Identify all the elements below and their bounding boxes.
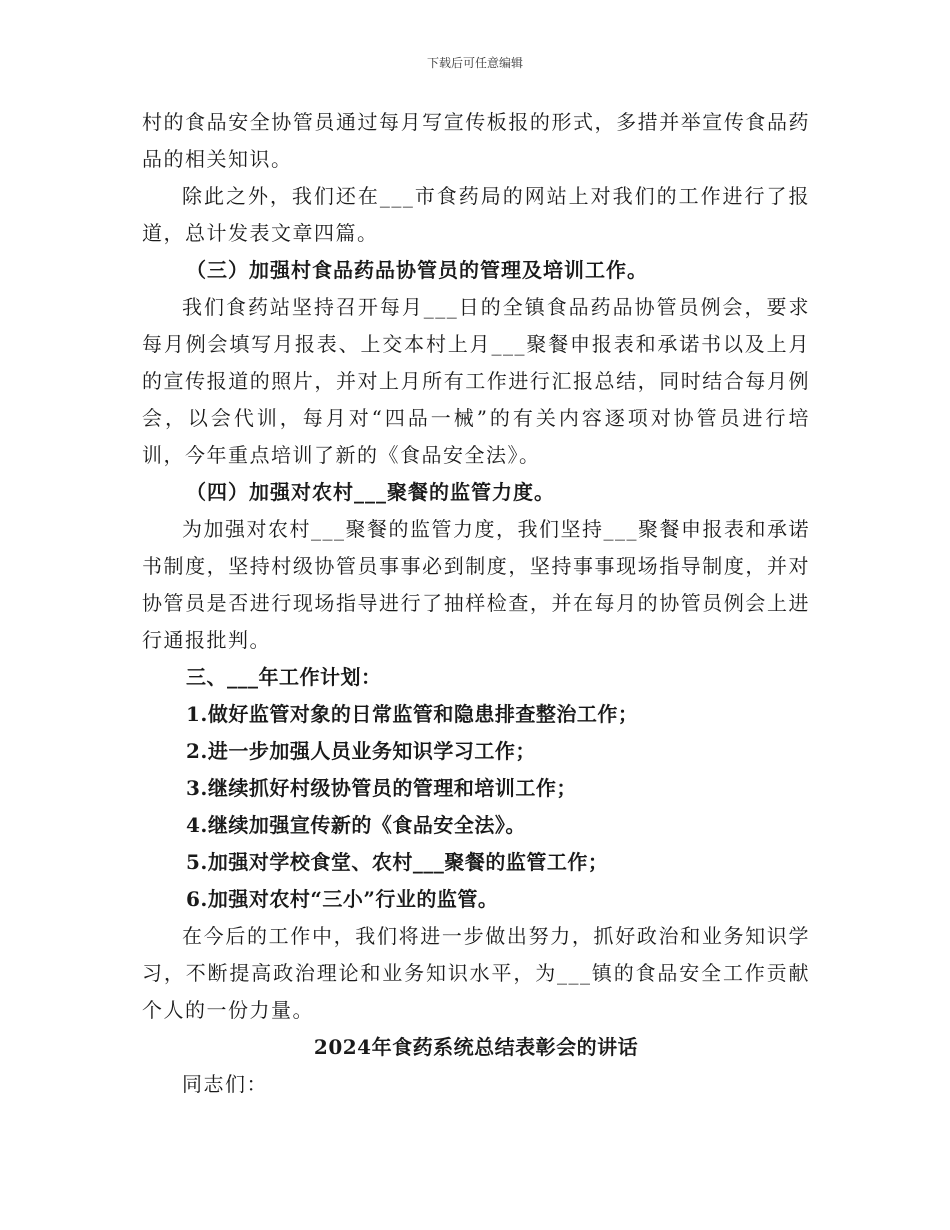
document-title: 2024年食药系统总结表彰会的讲话 (313, 1035, 639, 1059)
plan-heading: 三、___年工作计划： (186, 665, 382, 689)
plan-item: 6.加强对农村“三小”行业的监管。 (186, 887, 499, 911)
paragraph: 我们食药站坚持召开每月___日的全镇食品药品协管员例会，要求每月例会填写月报表、上交本村上月___聚餐申报表和承诺书以及上月的宣传报道的照片，并对上月所有工作进行汇报总结，同时结合每月例会，以会代训，每月对“四品一械”的有关内容逐项对协管员进行培训，今年重点培训了新的《食品安全法》。 (142, 295, 810, 467)
plan-item: 4.继续加强宣传新的《食品安全法》。 (186, 813, 526, 837)
section-heading: （三）加强村食品药品协管员的管理及培训工作。 (186, 258, 648, 282)
plan-item: 3.继续抓好村级协管员的管理和培训工作； (186, 776, 577, 800)
paragraph: 在今后的工作中，我们将进一步做出努力，抓好政治和业务知识学习，不断提高政治理论和业务知识水平，为___镇的食品安全工作贡献个人的一份力量。 (142, 924, 810, 1022)
paragraph: 除此之外，我们还在___市食药局的网站上对我们的工作进行了报道，总计发表文章四篇。 (142, 184, 810, 245)
salutation: 同志们： (182, 1072, 268, 1096)
plan-item: 2.进一步加强人员业务知识学习工作； (186, 739, 536, 763)
paragraph: 村的食品安全协管员通过每月写宣传板报的形式，多措并举宣传食品药品的相关知识。 (142, 110, 810, 171)
plan-item: 1.做好监管对象的日常监管和隐患排查整治工作； (186, 702, 639, 726)
plan-item: 5.加强对学校食堂、农村___聚餐的监管工作； (186, 850, 609, 874)
page-header: 下载后可任意编辑 (426, 56, 523, 70)
paragraph: 为加强对农村___聚餐的监管力度，我们坚持___聚餐申报表和承诺书制度，坚持村级协管员事事必到制度，坚持事事现场指导制度，并对协管员是否进行现场指导进行了抽样检查，并在每月的协管员例会上进行通报批判。 (142, 517, 810, 652)
section-heading: （四）加强对农村___聚餐的监管力度。 (186, 480, 555, 504)
document-body (142, 104, 810, 1103)
